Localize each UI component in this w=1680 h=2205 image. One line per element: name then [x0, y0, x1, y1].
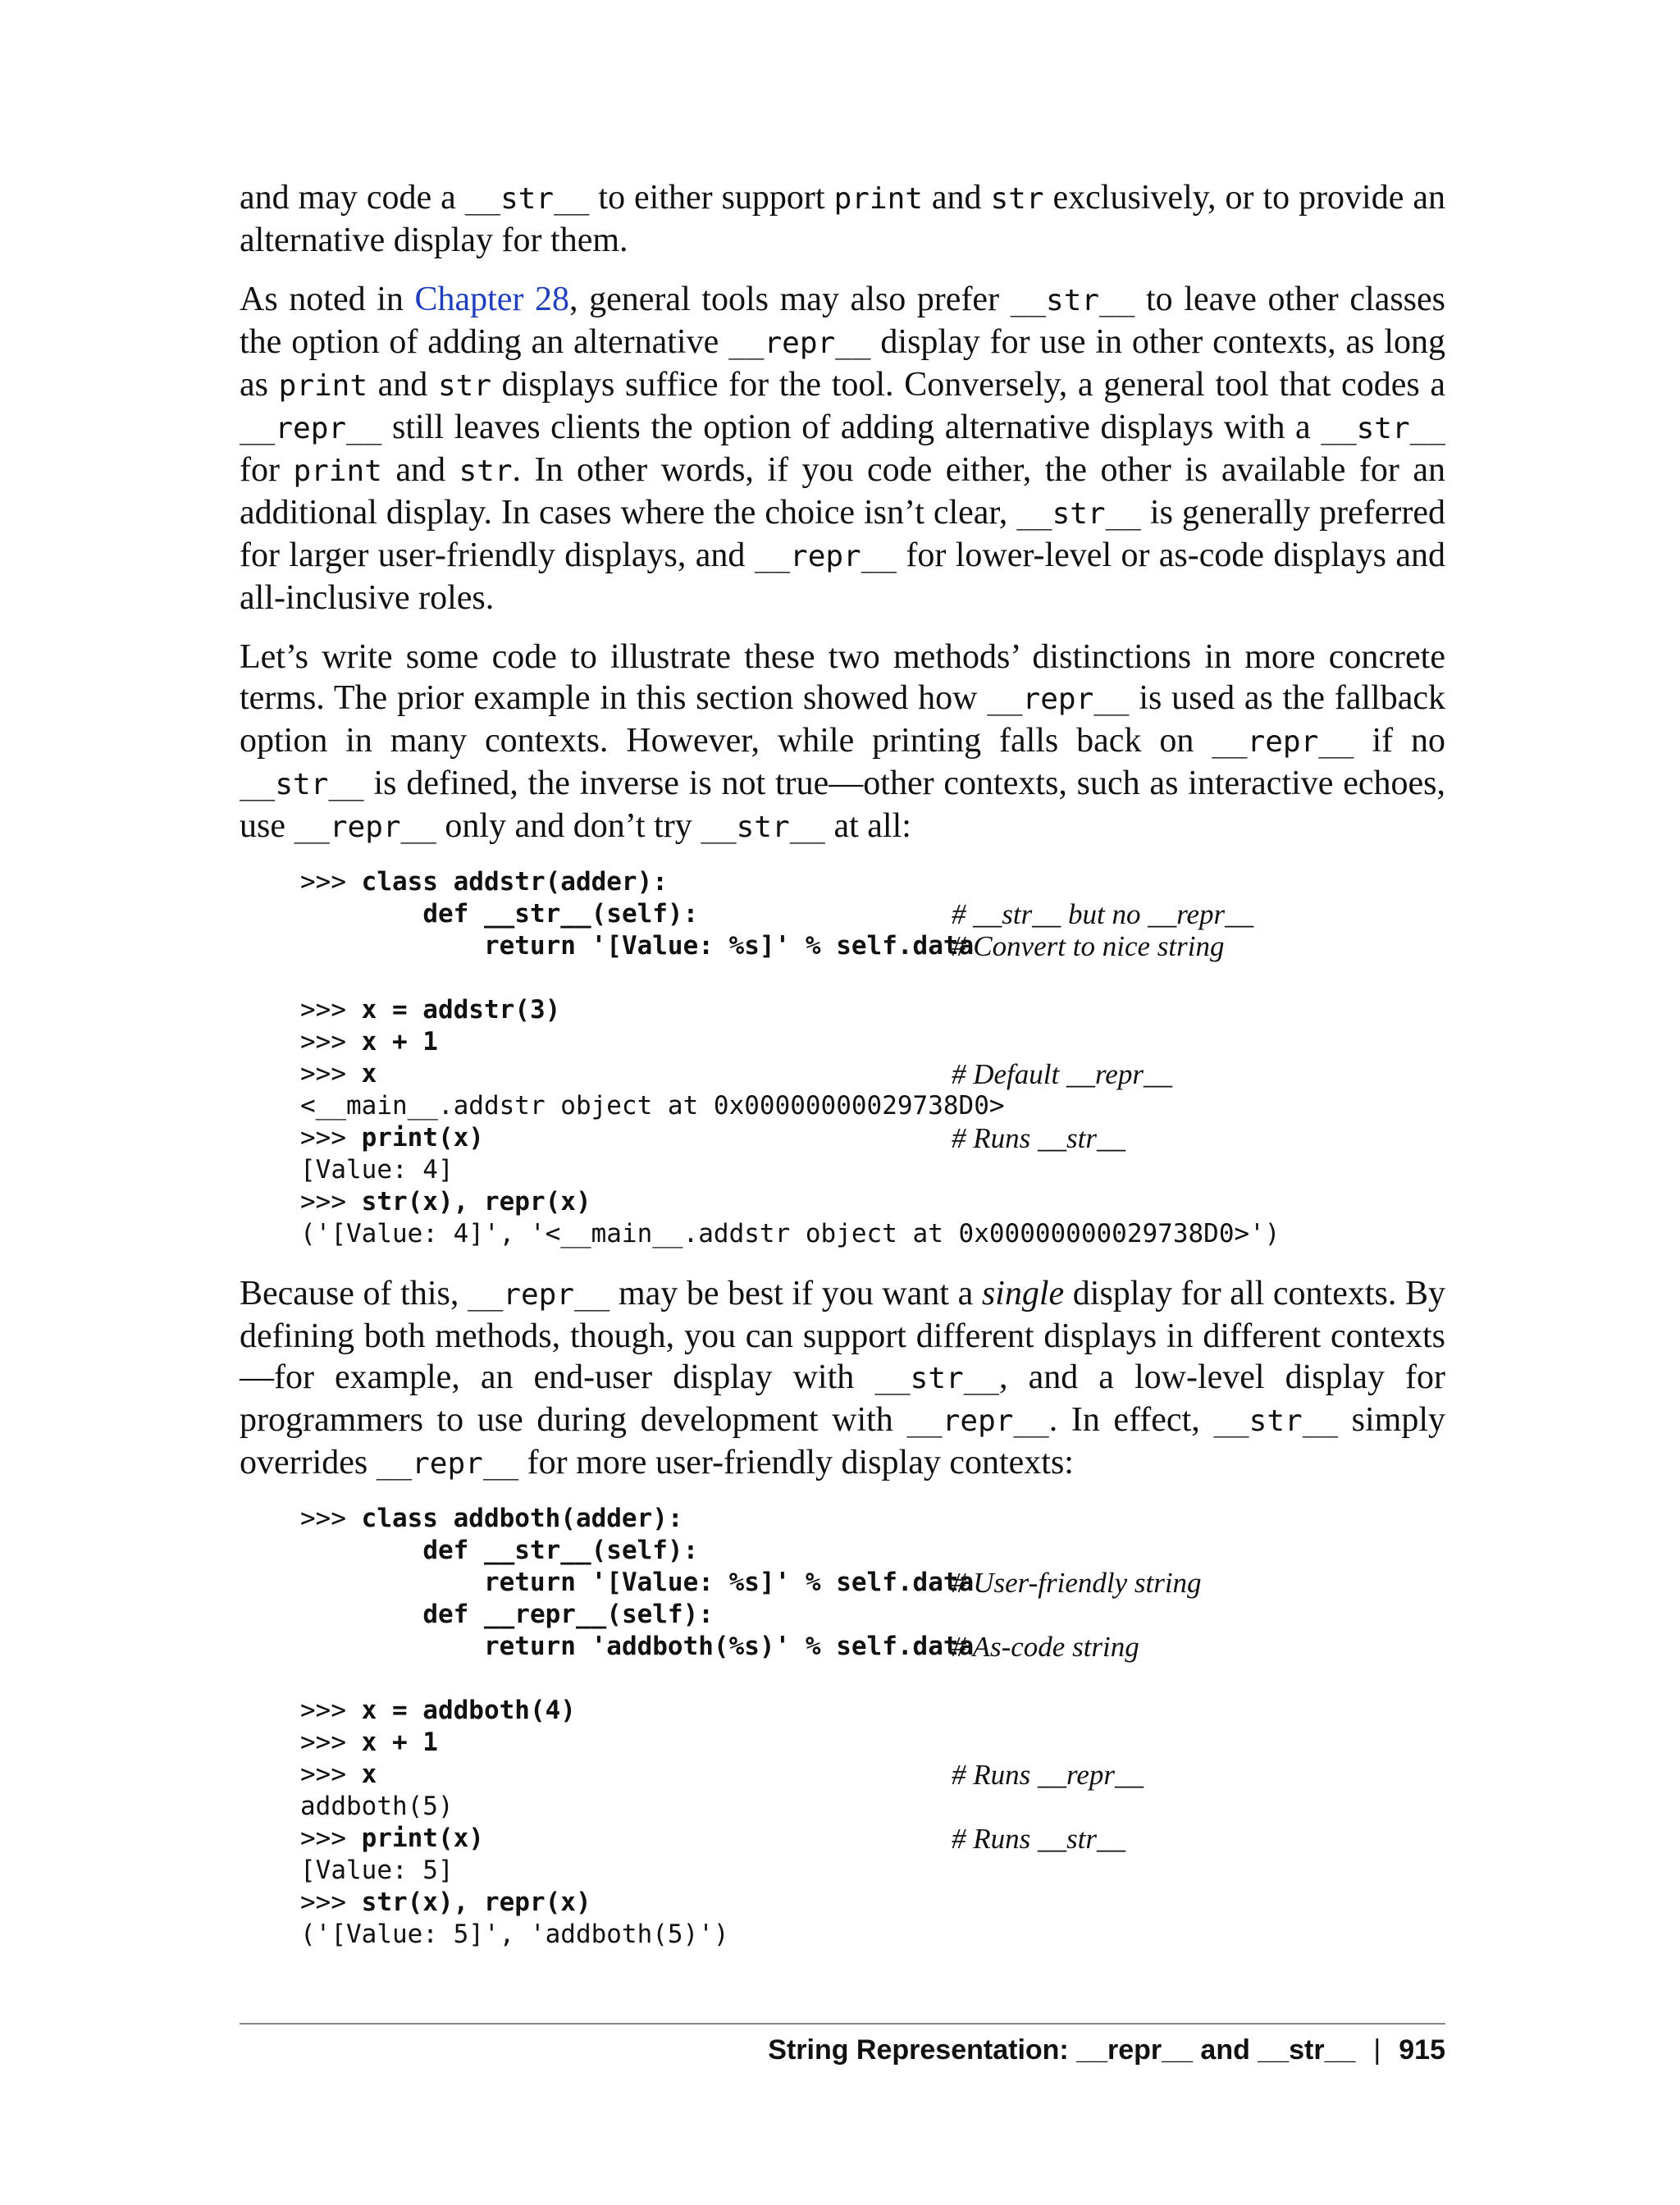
paragraph-2: As noted in Chapter 28, general tools may also prefer __str__ to leave other classes the option of adding an alternative __repr__ display for use in other contexts, as long as print and str displays suffice for the tool. Conversely, a general tool that codes a __repr__ still leaves clients the option of adding alternative displays with a __str__ for print and str. In other words, if you code either, the other is available for an additional display. In cases where the choice isn’t clear, __str__ is generally preferred for larger user-friendly displays, and __repr__ for lower-level or as-code displays and all-inclusive roles. — [240, 281, 1446, 617]
code-line — [300, 1663, 1445, 1695]
code-line — [300, 1887, 1445, 1919]
page-footer — [768, 2034, 1445, 2066]
code-comment: # User-friendly string — [952, 1567, 1202, 1599]
paragraph-4: Because of this, __repr__ may be best if you want a single display for all contexts. By defining both methods, though, you can support different displays in different contexts—for example, an end-user display with __str__, and a low-level display for programmers to use during development with __repr__. In effect, __str__ simply overrides __repr__ for more user-friendly display contexts: — [240, 1275, 1445, 1481]
code-line — [300, 1026, 1445, 1058]
code-example-addstr — [300, 866, 1445, 1250]
code-line — [300, 898, 1445, 930]
chapter-28-link[interactable]: Chapter 28 — [414, 281, 570, 318]
code-text: def __repr__(self): — [422, 1600, 714, 1629]
code-line — [300, 1090, 1445, 1122]
code-text: ('[Value: 4]', '<__main__.addstr object at 0x00000000029738D0>') — [300, 1219, 1281, 1249]
code-line — [300, 866, 1445, 898]
code-line — [300, 1154, 1445, 1186]
code-text: addboth(5) — [300, 1792, 454, 1821]
code-text: >>> class addboth(adder): — [300, 1504, 683, 1533]
code-text: >>> x = addstr(3) — [300, 995, 561, 1025]
code-comment: # Default __repr__ — [952, 1058, 1172, 1090]
code-text: >>> str(x), repr(x) — [300, 1187, 591, 1217]
code-line — [300, 1759, 1445, 1791]
code-line — [300, 1695, 1445, 1727]
code-line — [300, 1186, 1445, 1218]
running-footer-title: String Representation: __repr__ and __str__ — [768, 2034, 1356, 2066]
code-text: return 'addboth(%s)' % self.data — [483, 1632, 975, 1661]
code-line — [300, 1567, 1445, 1599]
paragraph-1: and may code a __str__ to either support print and str exclusively, or to provide an alternative display for them. — [240, 179, 1445, 259]
code-comment: # __str__ but no __repr__ — [952, 898, 1254, 930]
code-text: def __str__(self): — [422, 1536, 699, 1565]
code-line — [300, 1503, 1445, 1535]
footer-separator: | — [1373, 2034, 1381, 2066]
code-text: def __str__(self): — [422, 899, 699, 929]
page-number: 915 — [1399, 2034, 1445, 2066]
code-comment: # As-code string — [952, 1631, 1139, 1663]
code-comment: # Runs __repr__ — [952, 1759, 1144, 1791]
code-text: >>> class addstr(adder): — [300, 867, 668, 897]
code-line — [300, 962, 1445, 994]
page-content — [240, 177, 1445, 1974]
code-line — [300, 1791, 1445, 1823]
code-line — [300, 1823, 1445, 1855]
code-text: [Value: 4] — [300, 1155, 454, 1185]
code-line — [300, 1855, 1445, 1887]
paragraph-3: Let’s write some code to illustrate these two methods’ distinctions in more concrete terms. The prior example in this section showed how __repr__ is used as the fallback option in many contexts. However, while printing falls back on __repr__ if no __str__ is defined, the inverse is not true—other contexts, such as interactive echoes, use __repr__ only and don’t try __str__ at all: — [240, 638, 1446, 845]
code-text: return '[Value: %s]' % self.data — [483, 1568, 975, 1597]
code-text: <__main__.addstr object at 0x00000000029738D0> — [300, 1091, 1005, 1121]
code-line — [300, 1919, 1445, 1951]
code-line — [300, 1599, 1445, 1631]
code-line — [300, 1727, 1445, 1759]
code-text: >>> x + 1 — [300, 1027, 438, 1057]
code-line — [300, 930, 1445, 962]
code-text: >>> x + 1 — [300, 1728, 438, 1757]
code-text: return '[Value: %s]' % self.data — [483, 931, 975, 961]
code-text: >>> print(x) — [300, 1824, 484, 1853]
code-text: >>> x — [300, 1059, 377, 1089]
code-example-addboth — [300, 1503, 1445, 1951]
code-text: >>> x = addboth(4) — [300, 1696, 576, 1725]
code-text: >>> str(x), repr(x) — [300, 1888, 591, 1917]
footer-divider — [240, 2023, 1445, 2025]
code-line — [300, 1058, 1445, 1090]
code-text: [Value: 5] — [300, 1856, 454, 1885]
code-line — [300, 994, 1445, 1026]
code-text: ('[Value: 5]', 'addboth(5)') — [300, 1920, 729, 1949]
code-comment: # Runs __str__ — [952, 1122, 1125, 1154]
code-comment: # Convert to nice string — [952, 930, 1225, 962]
code-text: >>> print(x) — [300, 1123, 484, 1153]
code-line — [300, 1631, 1445, 1663]
code-line — [300, 1122, 1445, 1154]
code-line — [300, 1535, 1445, 1567]
code-line — [300, 1218, 1445, 1250]
code-comment: # Runs __str__ — [952, 1823, 1125, 1855]
code-text: >>> x — [300, 1760, 377, 1789]
